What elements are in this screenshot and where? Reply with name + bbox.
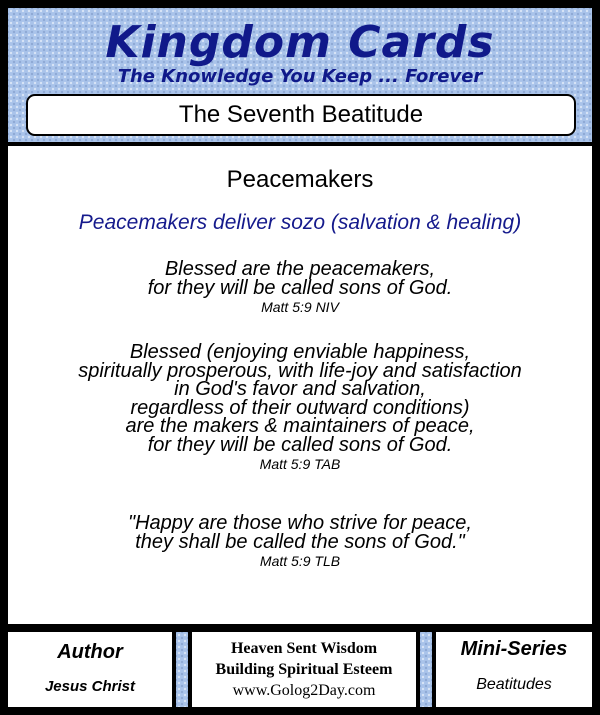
verse-line: regardless of their outward conditions) [130, 396, 470, 419]
card-title-banner: The Seventh Beatitude [26, 94, 576, 136]
series-name: Beatitudes [476, 676, 552, 693]
author-heading: Author [57, 641, 123, 663]
verse-tab [8, 343, 592, 473]
verse-line: they shall be called the sons of God." [135, 530, 465, 553]
verse-line: Blessed (enjoying enviable happiness, [129, 341, 471, 363]
verse-line: for they will be called sons of God. [147, 276, 453, 299]
brand-title: Kingdom Cards [105, 17, 495, 68]
publisher-line-2: Building Spiritual Esteem [215, 661, 393, 678]
verse-reference: Matt 5:9 TLB [259, 553, 341, 569]
card-header [8, 8, 592, 142]
topic-tagline: Peacemakers deliver sozo (salvation & healing) [78, 211, 522, 234]
verse-line: spiritually prosperous, with life-joy and satisfaction [78, 359, 522, 382]
verse-line: are the makers & maintainers of peace, [125, 415, 475, 437]
topic-heading: Peacemakers [226, 166, 374, 193]
verse-reference: Matt 5:9 TAB [259, 456, 341, 472]
footer-divider-right [420, 632, 432, 707]
publisher-box [192, 632, 416, 707]
verse-niv [8, 260, 592, 316]
verse-reference: Matt 5:9 NIV [261, 299, 339, 315]
verse-line: for they will be called sons of God. [147, 433, 453, 456]
card-body [8, 146, 592, 624]
footer-divider-left [176, 632, 188, 707]
verse-tlb [8, 514, 592, 570]
verse-line: "Happy are those who strive for peace, [128, 512, 472, 534]
publisher-url: www.Golog2Day.com [232, 682, 376, 699]
verse-line: Blessed are the peacemakers, [164, 258, 436, 280]
author-box [8, 632, 172, 707]
author-name: Jesus Christ [44, 678, 136, 695]
series-heading: Mini-Series [460, 638, 568, 660]
publisher-line-1: Heaven Sent Wisdom [230, 640, 378, 657]
verse-line: in God's favor and salvation, [174, 378, 426, 400]
brand-subtitle: The Knowledge You Keep ... Forever [117, 66, 483, 87]
series-box [436, 632, 592, 707]
